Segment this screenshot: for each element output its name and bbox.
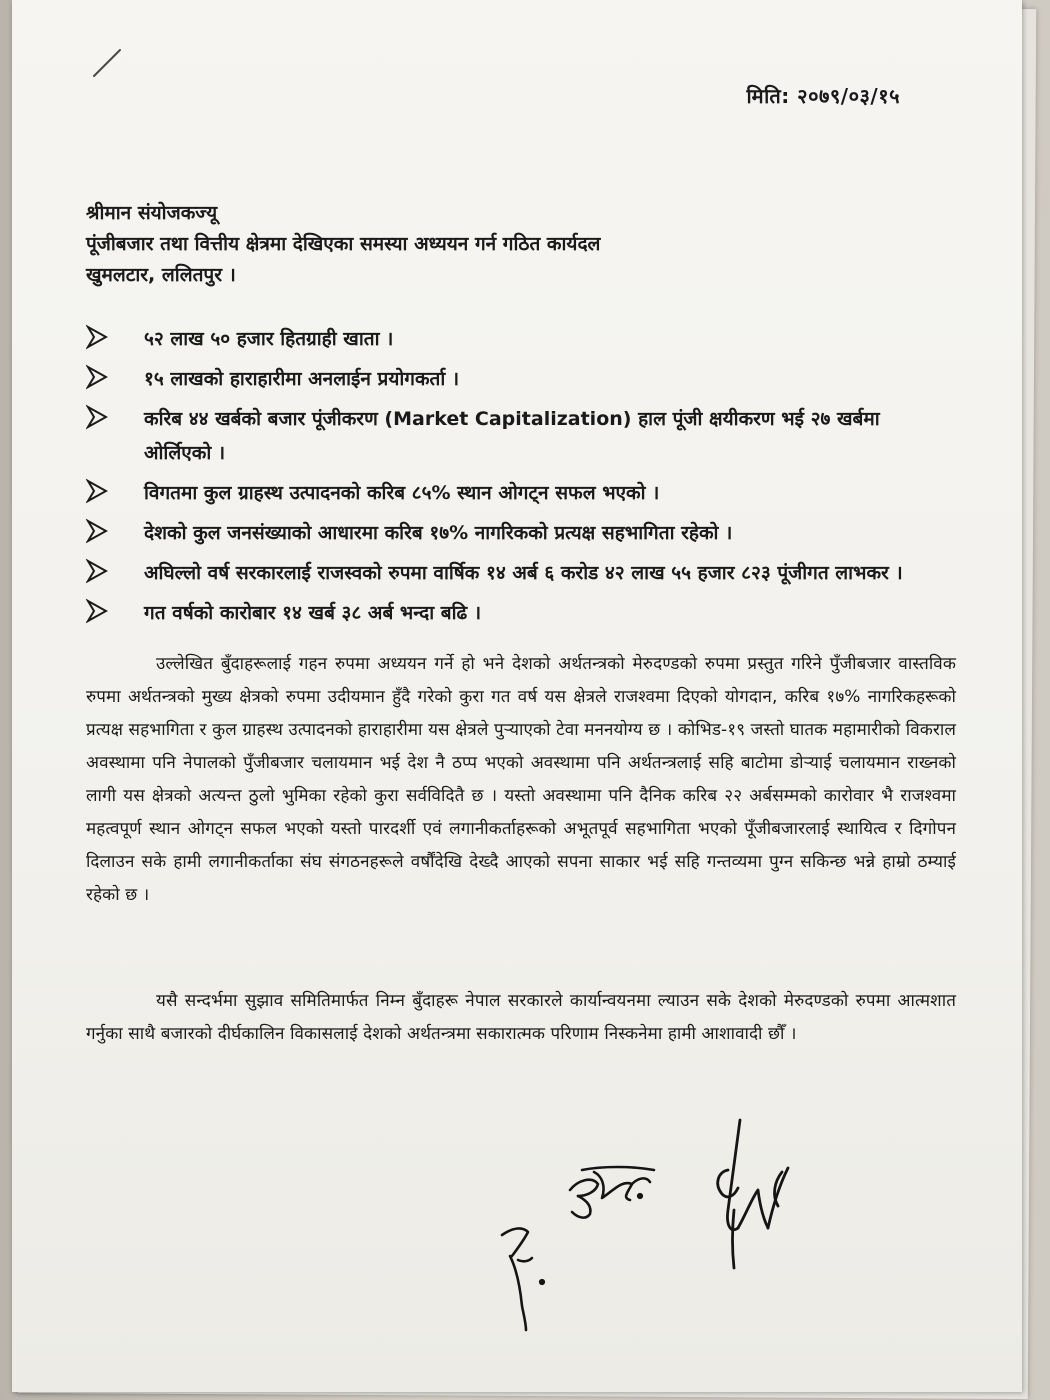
arrowhead-bullet-icon	[86, 598, 110, 626]
document-date: मिति: २०७९/०३/१५	[746, 84, 900, 108]
signature-1	[502, 1228, 544, 1330]
body-paragraph-2: यसै सन्दर्भमा सुझाव समितिमार्फत निम्न बुँदाहरू नेपाल सरकारले कार्यान्वयनमा ल्याउन सके देशको मेरुदण्डको रुपमा आत्मशात गर्नुका साथै बजारको दीर्घकालिन विकासलाई देशको अर्थतन्त्रमा सकारात्मक परिणाम निस्कनेमा हामी आशावादी छौँ ।	[86, 991, 956, 1044]
point-text: ५२ लाख ५० हजार हितग्राही खाता ।	[144, 328, 394, 350]
arrowhead-bullet-icon	[86, 324, 110, 352]
recipient-address	[86, 198, 946, 291]
arrowhead-bullet-icon	[86, 558, 110, 586]
point-text: १५ लाखको हाराहारीमा अनलाईन प्रयोगकर्ता ।	[144, 368, 460, 390]
list-item	[86, 362, 946, 396]
address-line-organization: पूंजीबजार तथा वित्तीय क्षेत्रमा देखिएका समस्या अध्ययन गर्न गठित कार्यदल	[86, 233, 601, 255]
address-line-location: खुमलटार, ललितपुर ।	[86, 264, 236, 286]
point-text: विगतमा कुल ग्राहस्थ उत्पादनको करिब ८५% स्थान ओगट्न सफल भएको ।	[144, 482, 660, 504]
point-text: देशको कुल जनसंख्याको आधारमा करिब १७% नागरिकको प्रत्यक्ष सहभागिता रहेको ।	[144, 522, 733, 544]
point-text: अघिल्लो वर्ष सरकारलाई राजस्वको रुपमा वार्षिक १४ अर्ब ६ करोड ४२ लाख ५५ हजार ८२३ पूंजीगत लाभकर ।	[144, 562, 903, 584]
list-item	[86, 556, 946, 590]
address-line-salutation: श्रीमान संयोजकज्यू	[86, 202, 218, 224]
body-paragraph-1: उल्लेखित बुँदाहरूलाई गहन रुपमा अध्ययन गर्ने हो भने देशको अर्थतन्त्रको मेरुदण्डको रुपमा प्रस्तुत गरिने पुँजीबजार वास्तविक रुपमा अर्थतन्त्रको मुख्य क्षेत्रको रुपमा उदीयमान हुँदै गरेको कुरा गत वर्ष यस क्षेत्रले राजश्वमा दिएको योगदान, करिब १७% नागरिकहरूको प्रत्यक्ष सहभागिता र कुल ग्राहस्थ उत्पादनको हाराहारीमा यस क्षेत्रले पुऱ्याएको टेवा मननयोग्य छ । कोभिड-१९ जस्तो घातक महामारीको विकराल अवस्थामा पनि नेपालको पुँजीबजार चलायमान भई देश नै ठप्प भएको अवस्थामा पनि अर्थतन्त्रलाई सहि बाटोमा डोऱ्याई चलायमान राख्नको लागी यस क्षेत्रको अत्यन्त ठुलो भुमिका रहेको कुरा सर्वविदितै छ । यस्तो अवस्थामा पनि दैनिक करिब २२ अर्बसम्मको कारोवार भै राजश्वमा महत्वपूर्ण स्थान ओगट्न सफल भएको यस्तो पारदर्शी एवं लगानीकर्ताहरूको अभूतपूर्व सहभागिता भएको पूँजीबजारलाई स्थायित्व र दिगोपन दिलाउन सके हामी लगानीकर्ताका संघ संगठनहरूले वर्षौंदेखि देख्दै आएको सपना साकार भई सहि गन्तव्यमा पुग्न सकिन्छ भन्ने हाम्रो ठम्याई रहेको छ ।	[86, 654, 956, 905]
list-item	[86, 516, 946, 550]
list-item	[86, 596, 946, 630]
handwritten-signatures	[482, 1110, 862, 1340]
arrowhead-bullet-icon	[86, 404, 110, 432]
signature-3	[718, 1120, 788, 1268]
key-points-list	[86, 322, 946, 636]
arrowhead-bullet-icon	[86, 518, 110, 546]
arrowhead-bullet-icon	[86, 364, 110, 392]
list-item	[86, 322, 946, 356]
arrowhead-bullet-icon	[86, 478, 110, 506]
signature-2	[570, 1167, 654, 1218]
pen-stroke-mark	[90, 40, 140, 80]
list-item	[86, 402, 946, 470]
point-text: करिब ४४ खर्बको बजार पूंजीकरण (Market Capitalization) हाल पूंजी क्षयीकरण भई २७ खर्बमा ओर्लिएको ।	[144, 408, 880, 464]
list-item	[86, 476, 946, 510]
point-text: गत वर्षको कारोबार १४ खर्ब ३८ अर्ब भन्दा बढि ।	[144, 602, 482, 624]
document-page	[12, 0, 1022, 1392]
